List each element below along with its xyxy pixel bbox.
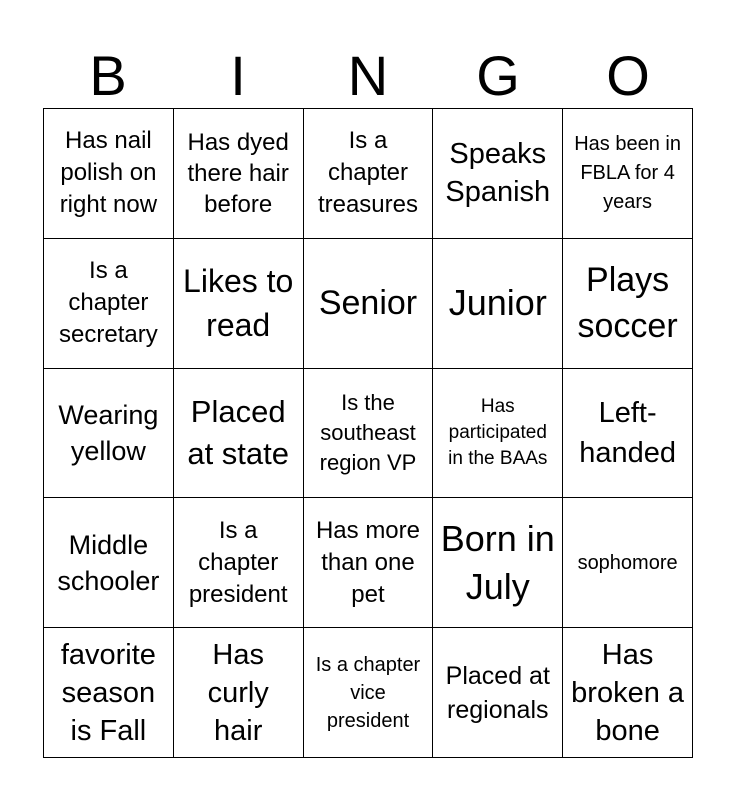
bingo-cell[interactable] bbox=[304, 628, 434, 758]
bingo-cell[interactable] bbox=[304, 239, 434, 369]
bingo-cell[interactable] bbox=[44, 498, 174, 628]
bingo-cell[interactable] bbox=[433, 498, 563, 628]
bingo-header bbox=[43, 44, 693, 108]
cell-text: sophomore bbox=[577, 551, 678, 574]
cell-text: Left-handed bbox=[579, 396, 676, 469]
cell-text: Is a chapter vice president bbox=[315, 653, 421, 732]
cell-text: Has nail polish on right now bbox=[59, 127, 158, 219]
cell-text: Likes to read bbox=[183, 263, 294, 344]
bingo-cell[interactable] bbox=[174, 628, 304, 758]
bingo-cell[interactable] bbox=[304, 369, 434, 499]
bingo-cell[interactable] bbox=[433, 369, 563, 499]
bingo-cell[interactable] bbox=[433, 628, 563, 758]
cell-text: Is a chapter president bbox=[188, 516, 288, 608]
bingo-cell[interactable] bbox=[433, 109, 563, 239]
bingo-cell[interactable] bbox=[563, 628, 693, 758]
cell-text: Has participated in the BAAs bbox=[448, 395, 548, 469]
bingo-cell[interactable] bbox=[44, 239, 174, 369]
cell-text: Has dyed there hair before bbox=[187, 128, 289, 218]
bingo-cell[interactable] bbox=[563, 369, 693, 499]
cell-text: Junior bbox=[448, 282, 547, 324]
bingo-cell[interactable] bbox=[433, 239, 563, 369]
cell-text: Middle schooler bbox=[57, 529, 160, 596]
cell-text: Wearing yellow bbox=[58, 399, 159, 466]
cell-text: Speaks Spanish bbox=[445, 138, 551, 209]
header-letter-o: O bbox=[606, 44, 650, 107]
header-letter-b: B bbox=[89, 44, 127, 107]
bingo-cell[interactable] bbox=[174, 239, 304, 369]
cell-text: Senior bbox=[318, 284, 418, 323]
bingo-cell[interactable] bbox=[174, 369, 304, 499]
bingo-cell[interactable] bbox=[44, 109, 174, 239]
bingo-cell[interactable] bbox=[44, 628, 174, 758]
header-letter-g: G bbox=[476, 44, 520, 107]
cell-text: Plays soccer bbox=[577, 261, 678, 346]
header-letter-n: N bbox=[347, 44, 389, 107]
header-letter-i: I bbox=[230, 44, 246, 107]
bingo-card-grid bbox=[43, 108, 693, 758]
bingo-cell[interactable] bbox=[563, 498, 693, 628]
bingo-cell[interactable] bbox=[44, 369, 174, 499]
cell-text: Is the southeast region VP bbox=[319, 389, 417, 475]
bingo-cell[interactable] bbox=[174, 498, 304, 628]
cell-text: Has curly hair bbox=[207, 638, 269, 747]
cell-text: Has been in FBLA for 4 years bbox=[574, 132, 681, 213]
cell-text: Placed at regionals bbox=[445, 661, 550, 724]
bingo-cell[interactable] bbox=[304, 109, 434, 239]
cell-text: favorite season is Fall bbox=[60, 638, 156, 747]
cell-text: Has broken a bone bbox=[571, 638, 685, 747]
cell-text: Has more than one pet bbox=[315, 516, 420, 608]
bingo-cell[interactable] bbox=[304, 498, 434, 628]
cell-text: Born in July bbox=[440, 517, 555, 607]
cell-text: Is a chapter secretary bbox=[59, 257, 158, 349]
cell-text: Is a chapter treasures bbox=[317, 127, 418, 219]
bingo-cell[interactable] bbox=[174, 109, 304, 239]
bingo-cell[interactable] bbox=[563, 239, 693, 369]
cell-text: Placed at state bbox=[187, 393, 290, 471]
bingo-cell[interactable] bbox=[563, 109, 693, 239]
